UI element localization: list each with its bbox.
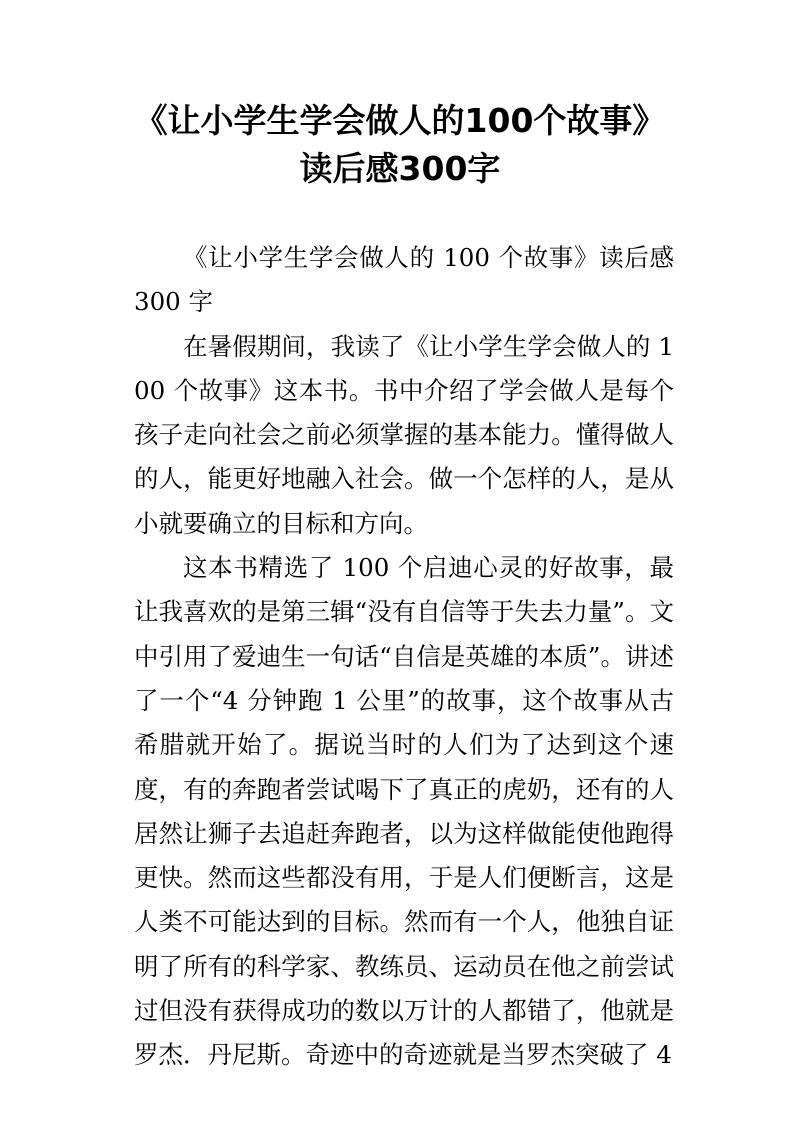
document-title-line-2: 读后感300字	[299, 149, 501, 188]
paragraph-introduction: 在暑假期间，我读了《让小学生学会做人的 100 个故事》这本书。书中介绍了学会做人是每个孩子走向社会之前必须掌握的基本能力。懂得做人的人，能更好地融入社会。做一个怎样的人，是从小就要确立的目标和方向。	[134, 331, 674, 538]
paragraph-story: 这本书精选了 100 个启迪心灵的好故事，最让我喜欢的是第三辑“没有自信等于失去力量”。文中引用了爱迪生一句话“自信是英雄的本质”。讲述了一个“4 分钟跑 1 公里”的故事，这个故事从古希腊就开始了。据说当时的人们为了达到这个速度，有的奔跑者尝试喝下了真正的虎奶，还有的人居然让狮子去追赶奔跑者，以为这样做能使他跑得更快。然而这些都没有用，于是人们便断言，这是人类不可能达到的目标。然而有一个人，他独自证明了所有的科学家、教练员、运动员在他之前尝试过但没有获得成功的数以万计的人都错了，他就是罗杰．丹尼斯。奇迹中的奇迹就是当罗杰突破了 4	[134, 553, 674, 1070]
document-body	[134, 236, 674, 1078]
paragraph-heading-repeat: 《让小学生学会做人的 100 个故事》读后感 300 字	[134, 243, 674, 317]
document-title-line-1: 《让小学生学会做人的100个故事》	[134, 101, 666, 140]
